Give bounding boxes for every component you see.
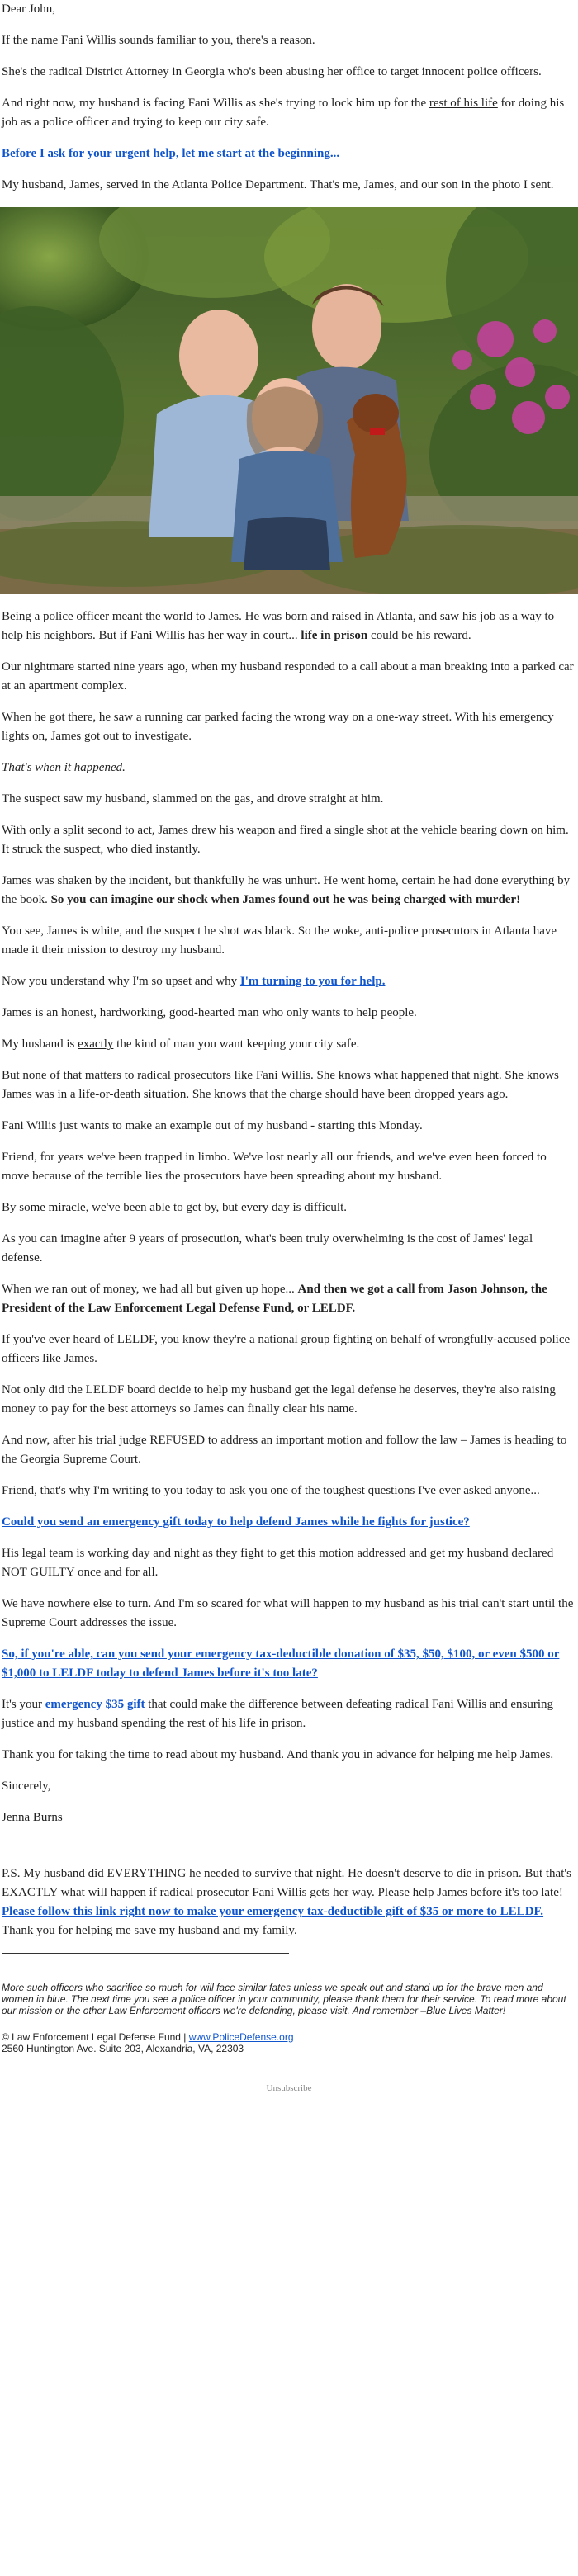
ps-donate-link[interactable]: Please follow this link right now to make your emergency tax-deductible gift of $35 or more to LELDF. [2, 1905, 544, 1918]
paragraph: My husband is exactly the kind of man you want keeping your city safe. [2, 1037, 360, 1051]
help-link[interactable]: I'm turning to you for help. [239, 975, 386, 988]
postscript: P.S. My husband did EVERYTHING he needed to survive that night. He doesn't deserve to die in prison. But that's EXACTLY what will happen if radical prosecutor Fani Willis gets her way. Please help James before it's too late! Please follow this link right now to make your emergency tax-deductible gift of $35 or more to LELDF. Thank you for helping me save my husband and my family. [2, 1867, 571, 1937]
paragraph: And right now, my husband is facing Fani Willis as she's trying to lock him up for the rest of his life for doing his job as a police officer and trying to keep our city safe. [2, 97, 565, 129]
website-link[interactable]: www.PoliceDefense.org [188, 2031, 294, 2043]
paragraph: When he got there, he saw a running car parked facing the wrong way on a one-way street. With his emergency lights on, James got out to investigate. [2, 711, 554, 743]
signature: Jenna Burns [2, 1811, 63, 1824]
emergency-gift-link[interactable]: Could you send an emergency gift today to help defend James while he fights for justice? [2, 1515, 470, 1529]
underlined-phrase: rest of his life [429, 97, 498, 110]
paragraph: James was shaken by the incident, but thankfully he was unhurt. He went home, certain he had done everything by the book. So you can imagine our shock when James found out he was being charged with murder! [2, 874, 571, 906]
paragraph: Friend, that's why I'm writing to you today to ask you one of the toughest questions I've ever asked anyone... [2, 1484, 540, 1497]
paragraph: Now you understand why I'm so upset and why I'm turning to you for help. [2, 975, 386, 988]
footer [2, 1982, 576, 2094]
bold-phrase: And then we got a call from Jason Johnson, the President of the Law Enforcement Legal Defense Fund, or LELDF. [2, 1283, 547, 1315]
underlined-phrase: knows [526, 1069, 559, 1082]
paragraph [2, 1645, 576, 1683]
unsubscribe-link[interactable]: Unsubscribe [266, 2083, 312, 2093]
paragraph: Fani Willis just wants to make an example out of my husband - starting this Monday. [2, 1119, 423, 1132]
paragraph: James is an honest, hardworking, good-hearted man who only wants to help people. [2, 1006, 417, 1019]
paragraph: You see, James is white, and the suspect he shot was black. So the woke, anti-police prosecutors in Atlanta have made it their mission to destroy my husband. [2, 924, 557, 957]
salutation: Dear John, [2, 2, 55, 16]
paragraph: If the name Fani Willis sounds familiar to you, there's a reason. [2, 34, 315, 47]
footer-copyright: © Law Enforcement Legal Defense Fund | www.PoliceDefense.org [2, 2031, 294, 2043]
letter-body [2, 0, 576, 1940]
paragraph: It's your emergency $35 gift that could make the difference between defeating radical Fani Willis and ensuring justice and my husband spending the rest of his life in prison. [2, 1698, 553, 1730]
paragraph: Not only did the LELDF board decide to help my husband get the legal defense he deserves, they're also raising money to pay for the best attorneys so James can finally clear his name. [2, 1383, 556, 1416]
paragraph: His legal team is working day and night as they fight to get this motion addressed and get my husband declared NOT GUILTY once and for all. [2, 1547, 554, 1579]
footer-address: 2560 Huntington Ave. Suite 203, Alexandria, VA, 22303 [2, 2043, 244, 2054]
emergency-35-gift-link[interactable]: emergency $35 gift [45, 1698, 145, 1711]
family-photo [0, 207, 578, 594]
paragraph: My husband, James, served in the Atlanta Police Department. That's me, James, and our son in the photo I sent. [2, 178, 554, 191]
paragraph: The suspect saw my husband, slammed on the gas, and drove straight at him. [2, 792, 384, 806]
paragraph: Being a police officer meant the world to James. He was born and raised in Atlanta, and saw his job as a way to help his neighbors. But if Fani Willis has her way in court... life in prison could be his reward. [2, 610, 555, 642]
paragraph: But none of that matters to radical prosecutors like Fani Willis. She knows what happened that night. She knows James was in a life-or-death situation. She knows that the charge should have been dropped years ago. [2, 1069, 559, 1101]
paragraph: Our nightmare started nine years ago, when my husband responded to a call about a man breaking into a parked car at an apartment complex. [2, 660, 574, 692]
underlined-phrase: exactly [78, 1037, 114, 1051]
paragraph: With only a split second to act, James drew his weapon and fired a single shot at the vehicle bearing down on him. It struck the suspect, who died instantly. [2, 824, 569, 856]
paragraph: As you can imagine after 9 years of prosecution, what's been truly overwhelming is the cost of James' legal defense. [2, 1232, 533, 1264]
paragraph [2, 144, 576, 163]
paragraph: And now, after his trial judge REFUSED to address an important motion and follow the law – James is heading to the Georgia Supreme Court. [2, 1434, 567, 1466]
spacer [2, 1840, 576, 1865]
paragraph [2, 1513, 576, 1532]
paragraph: By some miracle, we've been able to get by, but every day is difficult. [2, 1201, 347, 1214]
divider [2, 1953, 289, 1954]
bold-phrase: So you can imagine our shock when James found out he was being charged with murder! [50, 893, 521, 906]
paragraph: When we ran out of money, we had all but given up hope... And then we got a call from Jason Johnson, the President of the Law Enforcement Legal Defense Fund, or LELDF. [2, 1283, 547, 1315]
footer-note: More such officers who sacrifice so much for will face similar fates unless we speak out and stand up for the brave men and women in blue. The next time you see a police officer in your community, please thank them for their service. To read more about our mission or the other Law Enforcement officers we're defending, please visit. And remember –Blue Lives Matter! [2, 1982, 566, 2016]
underlined-phrase: knows [338, 1069, 371, 1082]
bold-phrase: life in prison [301, 629, 368, 642]
donation-amounts-link[interactable]: So, if you're able, can you send your emergency tax-deductible donation of $35, $50, $100, or even $500 or $1,000 to LELDF today to defend James before it's too late? [2, 1647, 560, 1680]
beginning-link[interactable]: Before I ask for your urgent help, let me start at the beginning... [2, 147, 340, 160]
underlined-phrase: knows [214, 1088, 247, 1101]
paragraph: Thank you for taking the time to read about my husband. And thank you in advance for helping me help James. [2, 1748, 554, 1761]
paragraph: That's when it happened. [2, 761, 126, 774]
paragraph: We have nowhere else to turn. And I'm so scared for what will happen to my husband as his trial can't start until the Supreme Court addresses the issue. [2, 1597, 574, 1629]
paragraph: She's the radical District Attorney in Georgia who's been abusing her office to target innocent police officers. [2, 65, 542, 78]
paragraph: If you've ever heard of LELDF, you know they're a national group fighting on behalf of wrongfully-accused police officers like James. [2, 1333, 571, 1365]
closing: Sincerely, [2, 1780, 51, 1793]
paragraph: Friend, for years we've been trapped in limbo. We've lost nearly all our friends, and we've even been forced to move because of the terrible lies the prosecutors have been spreading about my husband. [2, 1151, 547, 1183]
